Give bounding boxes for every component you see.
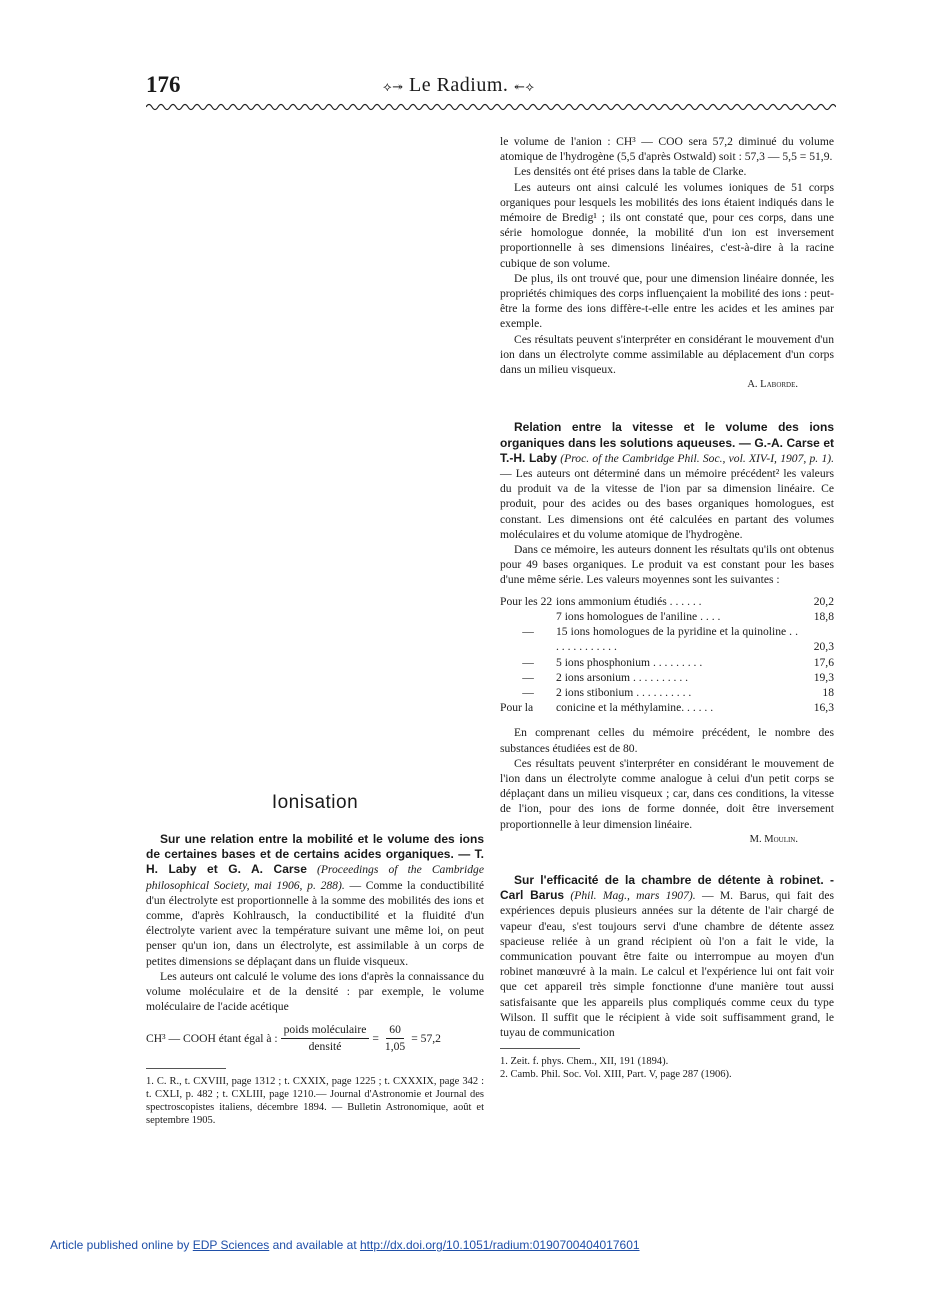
article-title: Relation entre la vitesse et le volume des ions organiques dans les solutions aqueuses. — G.-A. Carse et T.-H. Laby: [500, 420, 834, 465]
table-row: [500, 685, 834, 700]
paragraph: Dans ce mémoire, les auteurs donnent les résultats qu'ils ont obtenus pour 49 bases organiques. Le produit va est constant pour les bases d'une même série. Les valeurs moyennes sont les suivantes :: [500, 543, 834, 587]
fraction: [281, 1022, 370, 1053]
edp-sciences-link[interactable]: EDP Sciences: [192, 1238, 270, 1252]
article-text: — Comme la conductibilité d'un électrolyte est proportionnelle à la somme des mobilités des ions et comme, d'après Kohlrausch, la conductibilité et la fluidité d'un électrolyte varient avec la température suivant une même loi, on peut penser qu'un ion, dans un électrolyte, est assimilable à un corps de petites dimensions se déplaçant dans un fluide visqueux.: [146, 878, 485, 968]
row-label: 2 ions stibonium . . . . . . . . . .: [556, 685, 692, 699]
row-prefix: —: [522, 685, 534, 699]
author-signature: M. Moulin.: [749, 833, 798, 845]
author-signature: A. Laborde.: [747, 379, 798, 391]
fraction-denominator: densité: [308, 1039, 342, 1053]
table-row: [500, 670, 834, 685]
fraction: [382, 1022, 408, 1053]
row-prefix: Pour la: [500, 701, 534, 715]
footnote: 1. C. R., t. CXVIII, page 1312 ; t. CXXIX, page 1225 ; t. CXXXIX, page 342 : t. CXLI, p. 482 ; t. CXLIII, page 1210.— Journal d'Astronomie et Journal des spectroscopistes italiens, décembre 1894. — Bulletin Astronomique, août et septembre 1905.: [146, 1075, 484, 1126]
paragraph: Les auteurs ont calculé le volume des ions d'après la connaissance du volume moléculaire et de la densité : par exemple, le volume moléculaire de l'acide acétique: [146, 969, 484, 1014]
molecular-volume-formula: [146, 1022, 484, 1053]
row-label: 2 ions arsonium . . . . . . . . . .: [556, 670, 689, 684]
paragraph: le volume de l'anion : CH³ — COO sera 57,2 diminué du volume atomique de l'hydrogène (5,5 d'après Ostwald) soit : 57,3 — 5,5 = 51,9.: [500, 135, 834, 164]
ornament-right-icon: ↞⟡: [513, 79, 535, 94]
article-reference: (Phil. Mag., mars 1907).: [570, 889, 696, 903]
page-number: 176: [146, 72, 181, 97]
footnote-divider: [500, 1048, 580, 1049]
paragraph: Ces résultats peuvent s'interpréter en considérant le mouvement de l'ion dans un électrolyte comme analogue à celui d'un petit corps se déplaçant dans un milieu visqueux ; car, dans ces conditions, la vitesse de l'ion, pour des ions de forme donnée, doit être inversement proportionnelle à leur dimension linéaire.: [500, 756, 834, 831]
article-text: — M. Barus, qui fait des expériences depuis plusieurs années sur la détente de l'air chargé de vapeur d'eau, s'est toujours servi d'une chambre de détente assez spacieuse reliée à un grand récipient où l'on a fait le vide, la communication pouvant être faite ou interrompue au moyen d'un robinet manœuvré à la main. Le calcul et l'expérience lui ont fait voir que cet appareil très simple fonctionne d'une manière tout aussi satisfaisante que les appareils plus compliqués comme ceux du type Wilson. Il suffit que le récipient à vide soit suffisamment grand, le tuyau de communication: [500, 889, 834, 1039]
row-value: 18,8: [813, 609, 834, 623]
row-value: 20,3: [813, 640, 834, 654]
row-value: 16,3: [813, 701, 834, 715]
article-title: Sur l'efficacité de la chambre de détente à robinet. - Carl Barus: [500, 872, 834, 903]
journal-title: [383, 74, 534, 97]
footnote: 1. Zeit. f. phys. Chem., XII, 191 (1894).: [500, 1056, 669, 1068]
fraction-numerator: poids moléculaire: [281, 1022, 370, 1038]
article-text: — Les auteurs ont déterminé dans un mémoire précédent² les valeurs du produit va de la vitesse de l'ion par sa dimension linéaire. Ce produit, pour des acides ou des bases organiques homologues, est constant. Les dimensions ont été calculées en partant des volumes moléculaires et du volume atomique de l'hydrogène.: [500, 467, 834, 541]
row-label: 15 ions homologues de la pyridine et la quinoline . . . . . . . . . . . . .: [556, 625, 798, 654]
row-label: ions ammonium étudiés . . . . . .: [556, 594, 702, 608]
row-prefix: —: [522, 670, 534, 684]
fraction-numerator: 60: [386, 1022, 404, 1038]
row-value: 19,3: [813, 670, 834, 684]
row-prefix: [500, 609, 556, 624]
paragraph: Les densités ont été prises dans la table de Clarke.: [514, 165, 747, 179]
ornament-left-icon: ⟡↠: [383, 79, 404, 94]
paragraph: En comprenant celles du mémoire précédent, le nombre des substances étudiées est de 80.: [500, 726, 834, 755]
row-prefix: —: [522, 655, 534, 669]
wavy-rule-divider: [146, 100, 836, 114]
doi-link[interactable]: http://dx.doi.org/10.1051/radium:0190700404017601: [359, 1238, 640, 1252]
row-label: 7 ions homologues de l'aniline . . . .: [556, 609, 721, 623]
row-value: 20,2: [813, 594, 834, 608]
publication-footer: [50, 1238, 640, 1252]
footer-text: and available at: [269, 1238, 360, 1252]
article-reference: (Proc. of the Cambridge Phil. Soc., vol. XIV-I, 1907, p. 1).: [560, 451, 835, 465]
left-column: [146, 832, 484, 1127]
section-heading: Ionisation: [271, 792, 359, 813]
footnote: 2. Camb. Phil. Soc. Vol. XIII, Part. V, page 287 (1906).: [500, 1069, 732, 1081]
table-row: [500, 655, 834, 670]
table-row: [500, 609, 834, 624]
row-value: 17,6: [813, 655, 834, 669]
journal-title-text: Le Radium.: [409, 74, 509, 96]
table-row: [500, 700, 834, 715]
fraction-denominator: 1,05: [384, 1039, 406, 1053]
right-column: [500, 134, 834, 1081]
row-value: 18: [822, 685, 834, 699]
row-label: 5 ions phosphonium . . . . . . . . .: [556, 655, 703, 669]
row-prefix: —: [522, 625, 534, 639]
footnote-divider: [146, 1068, 226, 1069]
paragraph: De plus, ils ont trouvé que, pour une dimension linéaire donnée, les propriétés chimiques des corps influençaient la mobilité des ions : peut-être la forme des ions diffère-t-elle entre les acides et les amines par exemple.: [500, 271, 834, 331]
row-prefix: Pour les 22: [500, 594, 553, 608]
paragraph: Ces résultats peuvent s'interpréter en considérant le mouvement d'un ion dans un électrolyte comme assimilable au déplacement d'un corps dans un milieu visqueux.: [500, 332, 834, 377]
footer-text: Article published online by: [50, 1238, 193, 1252]
formula-lhs: CH³ — COOH étant égal à :: [146, 1031, 278, 1045]
paragraph: Les auteurs ont ainsi calculé les volumes ioniques de 51 corps organiques pour lesquels les mobilités des ions étaient indiqués dans le mémoire de Bredig¹ ; ils ont constaté que, pour ces corps, dans une série homologue donnée, la mobilité d'un ion est inversement proportionnelle à ses dimensions linéaires, c'est-à-dire à la racine cubique de son volume.: [500, 180, 834, 270]
formula-result: = 57,2: [411, 1031, 441, 1045]
article-reference: (Proceedings of the Cambridge philosophical Society, mai 1906, p. 288).: [146, 863, 484, 892]
mobility-table: [500, 594, 834, 716]
table-row: [500, 624, 834, 654]
table-row: [500, 594, 834, 609]
row-label: conicine et la méthylamine. . . . . .: [556, 701, 714, 715]
equals-sign: =: [372, 1031, 379, 1045]
article-title: Sur une relation entre la mobilité et le volume des ions de certaines bases et de certains acides organiques. — T. H. Laby et G. A. Carse: [146, 832, 484, 877]
